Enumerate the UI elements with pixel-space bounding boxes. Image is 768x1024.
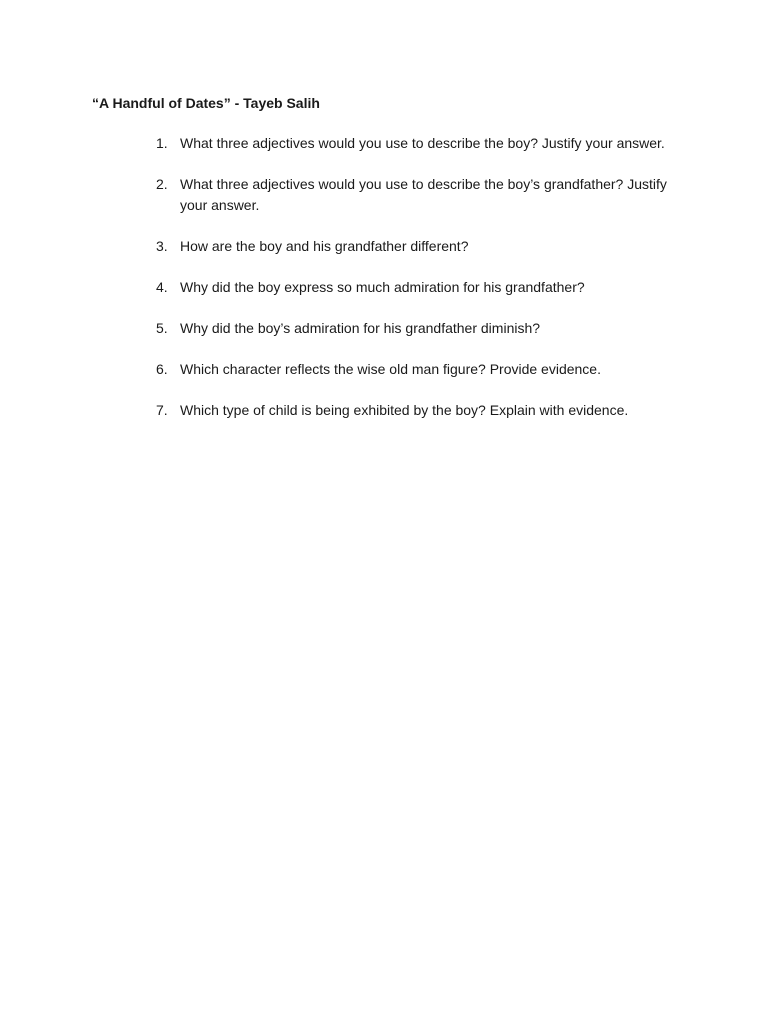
question-item	[156, 277, 696, 298]
question-text: Why did the boy’s admiration for his grandfather diminish?	[180, 319, 541, 336]
document-title: “A Handful of Dates” - Tayeb Salih	[92, 95, 320, 111]
question-item	[156, 236, 696, 257]
question-item	[156, 400, 696, 421]
question-number: 2.	[156, 176, 168, 192]
question-number: 7.	[156, 401, 168, 418]
question-text: Which type of child is being exhibited by the boy? Explain with evidence.	[180, 401, 629, 418]
question-text: What three adjectives would you use to describe the boy? Justify your answer.	[180, 135, 665, 151]
question-item	[156, 133, 696, 154]
question-number: 5.	[156, 319, 168, 336]
question-number: 3.	[156, 237, 168, 254]
question-text: Which character reflects the wise old man figure? Provide evidence.	[180, 360, 601, 377]
question-item	[156, 359, 696, 380]
question-text: Why did the boy express so much admiration for his grandfather?	[180, 278, 585, 295]
question-number: 4.	[156, 278, 168, 295]
question-number: 6.	[156, 360, 168, 377]
question-item	[156, 318, 696, 339]
question-item	[156, 174, 696, 215]
question-number: 1.	[156, 135, 168, 151]
question-text: What three adjectives would you use to describe the boy’s grandfather? Justify your answer.	[180, 176, 667, 213]
question-text: How are the boy and his grandfather different?	[180, 237, 469, 254]
question-list	[156, 133, 696, 441]
